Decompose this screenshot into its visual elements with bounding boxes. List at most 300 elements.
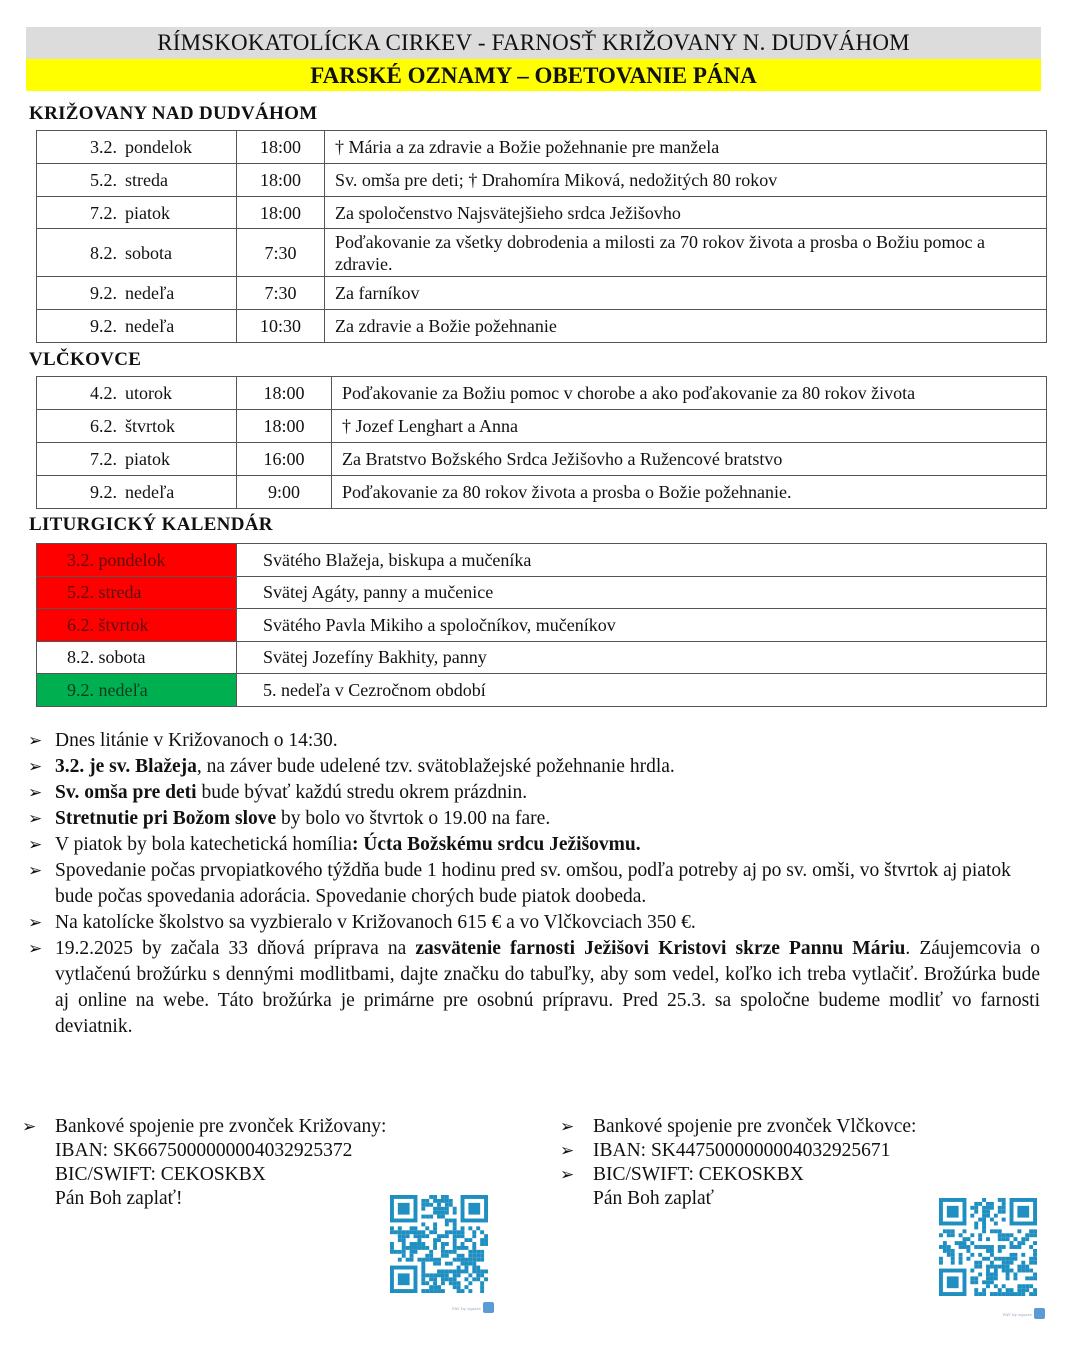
- qr-module: [437, 1238, 441, 1242]
- mass-date-cell: [37, 443, 237, 476]
- qr-module: [986, 1265, 990, 1269]
- qr-module: [402, 1250, 406, 1254]
- qr-module: [437, 1269, 441, 1273]
- qr-module: [951, 1257, 955, 1261]
- qr-module: [453, 1258, 457, 1262]
- qr-module: [425, 1254, 429, 1258]
- qr-module: [939, 1261, 943, 1265]
- qr-module: [1021, 1241, 1025, 1245]
- qr-module: [472, 1266, 476, 1270]
- announcement-text: 3.2. je sv. Blažeja: [55, 756, 197, 777]
- qr-module: [480, 1242, 484, 1246]
- qr-module: [445, 1277, 449, 1281]
- qr-module: [990, 1249, 994, 1253]
- mass-intention: Za zdravie a Božie požehnanie: [325, 310, 1047, 343]
- qr-module: [1017, 1284, 1021, 1288]
- calendar-celebration: Svätého Pavla Mikiho a spoločníkov, mučeníkov: [237, 609, 1047, 642]
- qr-module: [1033, 1241, 1037, 1245]
- qr-module: [974, 1210, 978, 1214]
- mass-row: [37, 229, 1047, 277]
- qr-module: [939, 1245, 943, 1249]
- qr-module: [974, 1202, 978, 1206]
- qr-module: [433, 1246, 437, 1250]
- qr-module: [461, 1258, 465, 1262]
- announcements-list: [28, 728, 1040, 1040]
- qr-code-vlckovce[interactable]: [939, 1198, 1037, 1296]
- qr-module: [472, 1258, 476, 1262]
- announcement-item: [28, 754, 1040, 780]
- qr-module: [453, 1234, 457, 1238]
- qr-module: [986, 1214, 990, 1218]
- bank-line: [22, 1115, 386, 1139]
- bank-info-krizovany: [22, 1115, 386, 1211]
- qr-module: [410, 1254, 414, 1258]
- calendar-day: 3.2. pondelok: [37, 544, 237, 577]
- qr-module: [978, 1253, 982, 1257]
- qr-module: [1013, 1237, 1017, 1241]
- qr-module: [406, 1234, 410, 1238]
- qr-module: [457, 1246, 461, 1250]
- qr-module: [1002, 1257, 1006, 1261]
- qr-module: [1021, 1292, 1025, 1296]
- qr-module: [476, 1254, 480, 1258]
- qr-module: [390, 1250, 394, 1254]
- qr-module: [1006, 1265, 1010, 1269]
- qr-module: [461, 1246, 465, 1250]
- qr-module: [1021, 1265, 1025, 1269]
- qr-module: [425, 1199, 429, 1203]
- qr-module: [441, 1234, 445, 1238]
- mass-intention: † Mária a za zdravie a Božie požehnanie pre manžela: [325, 131, 1047, 164]
- qr-module: [421, 1242, 425, 1246]
- qr-module: [974, 1222, 978, 1226]
- qr-module: [429, 1289, 433, 1293]
- qr-module: [994, 1284, 998, 1288]
- qr-module: [943, 1245, 947, 1249]
- qr-module: [1013, 1257, 1017, 1261]
- qr-module: [453, 1273, 457, 1277]
- qr-module: [429, 1250, 433, 1254]
- qr-module: [994, 1292, 998, 1296]
- qr-module: [414, 1234, 418, 1238]
- calendar-row: [37, 609, 1047, 642]
- mass-date-cell: [37, 197, 237, 229]
- qr-module: [1010, 1245, 1014, 1249]
- qr-module: [970, 1280, 974, 1284]
- qr-module: [398, 1226, 402, 1230]
- qr-module: [433, 1222, 437, 1226]
- bank-line: [560, 1163, 916, 1187]
- qr-module: [1021, 1288, 1025, 1292]
- parish-header: RÍMSKOKATOLÍCKA CIRKEV - FARNOSŤ KRIŽOVANY N. DUDVÁHOM: [26, 27, 1041, 59]
- qr-module: [998, 1292, 1002, 1296]
- arrow-bullet-icon: ➢: [28, 809, 43, 828]
- qr-module: [986, 1257, 990, 1261]
- qr-module: [433, 1195, 437, 1199]
- qr-module: [959, 1257, 963, 1261]
- qr-module: [1010, 1233, 1014, 1237]
- qr-module: [414, 1250, 418, 1254]
- qr-module: [402, 1234, 406, 1238]
- qr-module: [464, 1269, 468, 1273]
- qr-module: [1006, 1292, 1010, 1296]
- qr-module: [998, 1265, 1002, 1269]
- qr-module: [959, 1233, 963, 1237]
- mass-row: [37, 443, 1047, 476]
- qr-module: [398, 1238, 402, 1242]
- qr-module: [480, 1273, 484, 1277]
- qr-module: [966, 1249, 970, 1253]
- announcement-item: [28, 910, 1040, 936]
- qr-module: [472, 1269, 476, 1273]
- qr-module: [417, 1242, 421, 1246]
- qr-module: [441, 1199, 445, 1203]
- qr-module: [402, 1246, 406, 1250]
- qr-module: [402, 1238, 406, 1242]
- qr-module: [437, 1207, 441, 1211]
- qr-module: [433, 1230, 437, 1234]
- qr-module: [445, 1242, 449, 1246]
- qr-module: [421, 1281, 425, 1285]
- qr-module: [453, 1277, 457, 1281]
- qr-module: [986, 1210, 990, 1214]
- bank-text: Pán Boh zaplať!: [55, 1188, 183, 1209]
- section-title-krizovany: KRIŽOVANY NAD DUDVÁHOM: [29, 103, 318, 124]
- bank-text: BIC/SWIFT: CEKOSKBX: [55, 1164, 266, 1185]
- qr-module: [433, 1242, 437, 1246]
- qr-module: [484, 1234, 488, 1238]
- qr-module: [1013, 1292, 1017, 1296]
- qr-module: [468, 1273, 472, 1277]
- arrow-bullet-icon: ➢: [28, 861, 43, 880]
- mass-date-cell: [37, 164, 237, 197]
- qr-module: [468, 1289, 472, 1293]
- qr-module: [402, 1230, 406, 1234]
- qr-module: [425, 1289, 429, 1293]
- announcement-text: zasvätenie farnosti Ježišovi Kristovi skrze Pannu Máriu: [415, 938, 906, 959]
- qr-module: [982, 1214, 986, 1218]
- mass-time: 9:00: [237, 476, 332, 509]
- qr-module: [990, 1229, 994, 1233]
- qr-module: [406, 1230, 410, 1234]
- qr-module: [433, 1262, 437, 1266]
- qr-module: [1025, 1276, 1029, 1280]
- qr-module: [437, 1258, 441, 1262]
- qr-finder-pattern: [398, 1273, 410, 1285]
- qr-module: [449, 1281, 453, 1285]
- qr-module: [998, 1257, 1002, 1261]
- qr-module: [398, 1258, 402, 1262]
- qr-module: [468, 1226, 472, 1230]
- qr-module: [390, 1226, 394, 1230]
- qr-module: [464, 1262, 468, 1266]
- qr-module: [978, 1245, 982, 1249]
- qr-module: [445, 1273, 449, 1277]
- qr-module: [433, 1199, 437, 1203]
- mass-row: [37, 410, 1047, 443]
- announcement-text: : Úcta Božskému srdcu Ježišovmu.: [351, 834, 641, 855]
- qr-module: [480, 1258, 484, 1262]
- qr-module: [1002, 1210, 1006, 1214]
- qr-module: [951, 1249, 955, 1253]
- qr-module: [1025, 1233, 1029, 1237]
- mass-time: 18:00: [237, 164, 325, 197]
- qr-module: [457, 1230, 461, 1234]
- qr-module: [990, 1292, 994, 1296]
- qr-module: [1013, 1245, 1017, 1249]
- qr-module: [970, 1253, 974, 1257]
- qr-module: [449, 1219, 453, 1223]
- mass-date: 9.2.: [90, 316, 117, 336]
- qr-module: [994, 1222, 998, 1226]
- qr-module: [978, 1292, 982, 1296]
- mass-intention: Sv. omša pre deti; † Drahomíra Miková, nedožitých 80 rokov: [325, 164, 1047, 197]
- qr-module: [468, 1258, 472, 1262]
- qr-module: [464, 1285, 468, 1289]
- qr-module: [429, 1195, 433, 1199]
- qr-module: [994, 1269, 998, 1273]
- qr-module: [457, 1285, 461, 1289]
- qr-module: [1010, 1288, 1014, 1292]
- arrow-bullet-icon: ➢: [28, 757, 43, 776]
- announcement-text: 19.2.2025 by začala 33 dňová príprava na: [55, 938, 416, 959]
- qr-module: [437, 1285, 441, 1289]
- qr-module: [457, 1273, 461, 1277]
- qr-module: [943, 1241, 947, 1245]
- qr-module: [998, 1245, 1002, 1249]
- qr-module: [445, 1250, 449, 1254]
- qr-module: [445, 1203, 449, 1207]
- qr-module: [1033, 1261, 1037, 1265]
- qr-module: [998, 1206, 1002, 1210]
- qr-module: [437, 1262, 441, 1266]
- qr-module: [421, 1277, 425, 1281]
- qr-module: [406, 1246, 410, 1250]
- qr-module: [1033, 1288, 1037, 1292]
- qr-module: [429, 1277, 433, 1281]
- qr-module: [1006, 1288, 1010, 1292]
- mass-day: pondelok: [125, 137, 192, 157]
- mass-date-cell: [37, 410, 237, 443]
- qr-module: [433, 1289, 437, 1293]
- qr-module: [429, 1254, 433, 1258]
- qr-module: [1029, 1257, 1033, 1261]
- qr-module: [1002, 1292, 1006, 1296]
- qr-module: [951, 1253, 955, 1257]
- qr-module: [1029, 1276, 1033, 1280]
- qr-module: [453, 1246, 457, 1250]
- qr-module: [476, 1226, 480, 1230]
- mass-day: nedeľa: [125, 482, 175, 502]
- qr-module: [994, 1276, 998, 1280]
- mass-date-cell: [37, 131, 237, 164]
- qr-module: [966, 1237, 970, 1241]
- qr-module: [1029, 1245, 1033, 1249]
- bank-text: Bankové spojenie pre zvonček Vlčkovce:: [593, 1116, 917, 1137]
- qr-module: [449, 1199, 453, 1203]
- qr-module: [986, 1280, 990, 1284]
- mass-date: 6.2.: [90, 416, 117, 436]
- qr-module: [461, 1262, 465, 1266]
- qr-module: [445, 1262, 449, 1266]
- qr-module: [457, 1281, 461, 1285]
- krizovany-mass-table: [36, 130, 1047, 343]
- mass-time: 7:30: [237, 277, 325, 310]
- mass-date: 5.2.: [90, 170, 117, 190]
- qr-finder-pattern: [947, 1206, 959, 1218]
- qr-module: [472, 1234, 476, 1238]
- bank-line: [560, 1115, 916, 1139]
- qr-module: [472, 1262, 476, 1266]
- qr-finder-pattern: [468, 1203, 480, 1215]
- qr-module: [943, 1249, 947, 1253]
- qr-module: [441, 1273, 445, 1277]
- qr-module: [1033, 1272, 1037, 1276]
- qr-module: [939, 1233, 943, 1237]
- qr-module: [472, 1250, 476, 1254]
- qr-module: [414, 1226, 418, 1230]
- qr-caption: PAY by square: [452, 1306, 481, 1311]
- qr-module: [480, 1289, 484, 1293]
- qr-module: [453, 1222, 457, 1226]
- qr-module: [986, 1284, 990, 1288]
- qr-module: [464, 1238, 468, 1242]
- qr-module: [1002, 1237, 1006, 1241]
- qr-module: [986, 1272, 990, 1276]
- qr-module: [421, 1203, 425, 1207]
- mass-date: 9.2.: [90, 482, 117, 502]
- mass-intention: † Jozef Lenghart a Anna: [332, 410, 1047, 443]
- mass-day: streda: [125, 170, 168, 190]
- calendar-celebration: Svätej Agáty, panny a mučenice: [237, 576, 1047, 609]
- calendar-row: [37, 641, 1047, 674]
- qr-module: [978, 1202, 982, 1206]
- qr-module: [394, 1250, 398, 1254]
- qr-module: [476, 1277, 480, 1281]
- calendar-day: 6.2. štvrtok: [37, 609, 237, 642]
- qr-module: [1013, 1272, 1017, 1276]
- qr-module: [441, 1242, 445, 1246]
- qr-module: [1033, 1233, 1037, 1237]
- qr-module: [943, 1229, 947, 1233]
- qr-module: [441, 1215, 445, 1219]
- qr-module: [449, 1230, 453, 1234]
- qr-module: [986, 1237, 990, 1241]
- qr-module: [468, 1250, 472, 1254]
- qr-module: [421, 1289, 425, 1293]
- qr-module: [433, 1258, 437, 1262]
- qr-module: [449, 1250, 453, 1254]
- qr-module: [453, 1211, 457, 1215]
- qr-module: [966, 1245, 970, 1249]
- qr-module: [437, 1234, 441, 1238]
- qr-module: [433, 1273, 437, 1277]
- qr-module: [425, 1226, 429, 1230]
- qr-module: [484, 1269, 488, 1273]
- qr-module: [453, 1285, 457, 1289]
- qr-module: [453, 1250, 457, 1254]
- mass-time: 18:00: [237, 197, 325, 229]
- announcement-item: [28, 832, 1040, 858]
- qr-module: [986, 1249, 990, 1253]
- calendar-row: [37, 674, 1047, 707]
- qr-module: [390, 1242, 394, 1246]
- qr-module: [1033, 1229, 1037, 1233]
- announcement-text: by bolo vo štvrtok o 19.00 na fare.: [276, 808, 551, 829]
- bank-text: IBAN: SK6675000000004032925372: [55, 1140, 353, 1161]
- qr-module: [410, 1226, 414, 1230]
- qr-module: [398, 1234, 402, 1238]
- qr-module: [484, 1238, 488, 1242]
- qr-module: [974, 1288, 978, 1292]
- qr-module: [963, 1245, 967, 1249]
- qr-module: [414, 1230, 418, 1234]
- qr-module: [982, 1222, 986, 1226]
- qr-module: [1025, 1284, 1029, 1288]
- qr-module: [998, 1210, 1002, 1214]
- qr-module: [445, 1269, 449, 1273]
- mass-date: 9.2.: [90, 283, 117, 303]
- qr-module: [1025, 1265, 1029, 1269]
- qr-module: [970, 1233, 974, 1237]
- qr-module: [998, 1229, 1002, 1233]
- qr-module: [990, 1261, 994, 1265]
- bank-text: BIC/SWIFT: CEKOSKBX: [593, 1164, 804, 1185]
- qr-module: [417, 1234, 421, 1238]
- qr-module: [970, 1276, 974, 1280]
- qr-module: [970, 1206, 974, 1210]
- qr-module: [472, 1242, 476, 1246]
- qr-module: [461, 1254, 465, 1258]
- qr-module: [1033, 1249, 1037, 1253]
- mass-day: piatok: [125, 202, 170, 223]
- qr-module: [1006, 1272, 1010, 1276]
- qr-module: [1002, 1245, 1006, 1249]
- qr-module: [1006, 1237, 1010, 1241]
- qr-module: [947, 1229, 951, 1233]
- mass-intention: Za farníkov: [325, 277, 1047, 310]
- qr-module: [421, 1230, 425, 1234]
- qr-module: [951, 1229, 955, 1233]
- qr-module: [1021, 1269, 1025, 1273]
- qr-module: [476, 1258, 480, 1262]
- mass-intention: Za Bratstvo Božského Srdca Ježišovho a Ružencové bratstvo: [332, 443, 1047, 476]
- qr-module: [449, 1277, 453, 1281]
- announcement-text: V piatok by bola katechetická homília: [55, 834, 352, 855]
- qr-module: [990, 1245, 994, 1249]
- qr-module: [425, 1215, 429, 1219]
- bank-info-vlckovce: [560, 1115, 916, 1211]
- qr-module: [445, 1211, 449, 1215]
- bank-text: IBAN: SK4475000000004032925671: [593, 1140, 891, 1161]
- qr-module: [457, 1269, 461, 1273]
- qr-module: [1021, 1261, 1025, 1265]
- qr-module: [429, 1215, 433, 1219]
- qr-module: [951, 1233, 955, 1237]
- mass-row: [37, 377, 1047, 410]
- qr-code-krizovany[interactable]: [390, 1195, 488, 1293]
- qr-module: [433, 1226, 437, 1230]
- qr-module: [461, 1269, 465, 1273]
- qr-module: [1025, 1237, 1029, 1241]
- arrow-bullet-icon: ➢: [28, 835, 43, 854]
- qr-module: [1002, 1261, 1006, 1265]
- pay-by-square-icon: [1034, 1308, 1045, 1319]
- mass-intention: Poďakovanie za všetky dobrodenia a milosti za 70 rokov života a prosba o Božiu pomoc a zdravie.: [325, 229, 1047, 277]
- qr-module: [1017, 1229, 1021, 1233]
- calendar-celebration: 5. nedeľa v Cezročnom období: [237, 674, 1047, 707]
- qr-module: [982, 1292, 986, 1296]
